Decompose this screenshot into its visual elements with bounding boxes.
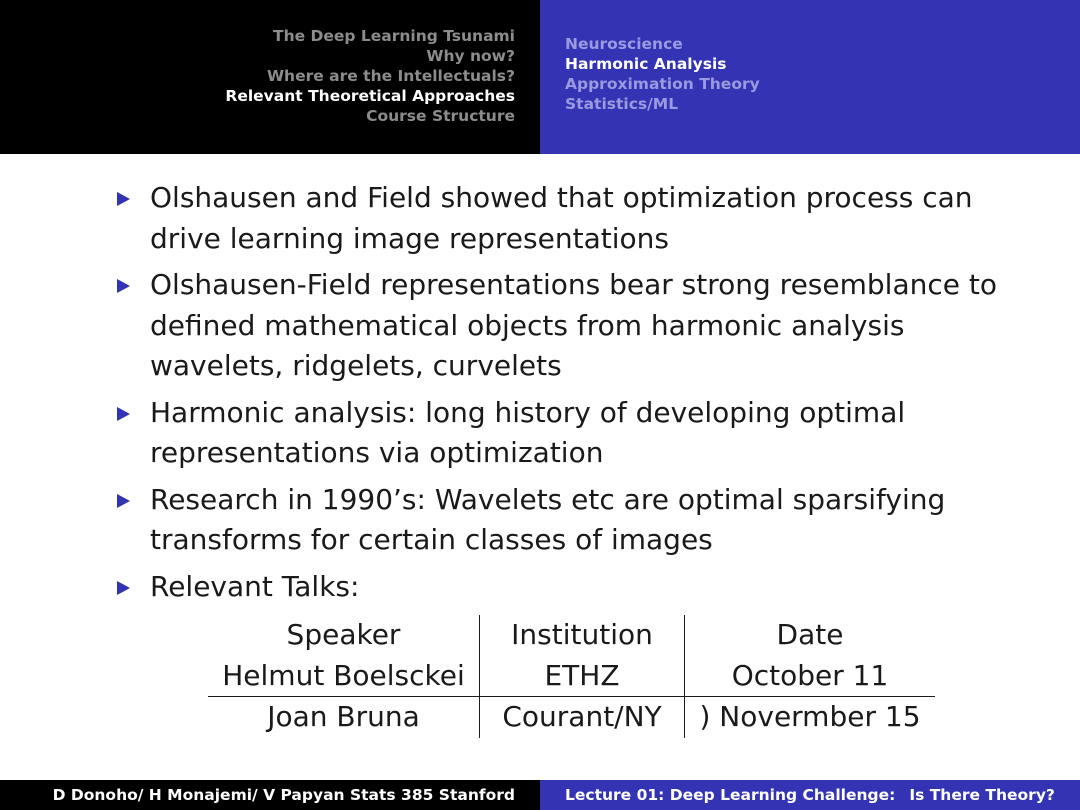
footer-lecture-title (540, 780, 1080, 810)
bullet-text-line: Olshausen and Field showed that optimization process can (150, 181, 973, 214)
talks-table (208, 615, 935, 738)
section-nav-item-theoretical-approaches[interactable]: Relevant Theoretical Approaches (225, 87, 515, 105)
bullet-text-line: Harmonic analysis: long history of developing optimal (150, 395, 906, 429)
bullet-text-line: drive learning image representations (150, 221, 669, 255)
bullet-text-line: Olshausen-Field representations bear strong resemblance to (150, 268, 997, 301)
column-header-institution: Institution (480, 615, 685, 656)
triangle-bullet-icon (117, 407, 130, 421)
section-nav-item-course-structure[interactable]: Course Structure (366, 107, 515, 125)
bullet-text-line: representations via optimization (150, 436, 604, 469)
cell-date: ) Novermber 15 (699, 700, 921, 733)
subsection-nav-item-approximation-theory[interactable]: Approximation Theory (565, 75, 760, 93)
cell-institution: ETHZ (480, 656, 685, 697)
subsection-nav-item-harmonic-analysis[interactable]: Harmonic Analysis (565, 55, 727, 73)
column-header-speaker: Speaker (208, 615, 480, 656)
triangle-bullet-icon (117, 279, 130, 293)
bullet-item (115, 567, 995, 608)
triangle-bullet-icon (117, 581, 130, 595)
cell-institution: Courant/NY (480, 697, 685, 738)
subsection-nav-item-statistics-ml[interactable]: Statistics/ML (565, 95, 679, 113)
bullet-item (115, 178, 995, 259)
bullet-list (115, 178, 995, 613)
footer-authors-text: D Donoho/ H Monajemi/ V Papyan Stats 385 Stanford (52, 786, 515, 804)
footer-authors (0, 780, 540, 810)
cell-speaker: Helmut Boelsckei (208, 656, 480, 697)
triangle-bullet-icon (117, 192, 130, 206)
cell-speaker: Joan Bruna (208, 697, 480, 738)
section-nav (225, 26, 515, 126)
subsection-nav (565, 34, 760, 114)
section-nav-item-deep-learning-tsunami[interactable]: The Deep Learning Tsunami (273, 27, 515, 45)
bullet-item (115, 265, 995, 387)
section-nav-item-intellectuals[interactable]: Where are the Intellectuals? (266, 67, 515, 85)
bullet-text-line: Relevant Talks: (150, 569, 360, 603)
column-header-date: Date (776, 618, 844, 651)
bullet-text-line: Research in 1990’s: Wavelets etc are optimal sparsifying (150, 482, 946, 516)
cell-date: October 11 (685, 656, 936, 697)
header-subsections-panel (540, 0, 1080, 154)
table-row (208, 656, 935, 697)
triangle-bullet-icon (117, 494, 130, 508)
bullet-item (115, 393, 995, 474)
footer-lecture-title-part: Lecture 01: Deep Learning Challenge: (565, 786, 896, 804)
bullet-item (115, 480, 995, 561)
section-nav-item-why-now[interactable]: Why now? (426, 47, 515, 65)
header-sections-panel (0, 0, 540, 154)
bullet-text-line: wavelets, ridgelets, curvelets (150, 349, 562, 382)
bullet-text-line: transforms for certain classes of images (150, 523, 713, 556)
footer-lecture-title-question: Is There Theory? (909, 786, 1055, 804)
table-header-row (208, 615, 935, 656)
subsection-nav-item-neuroscience[interactable]: Neuroscience (565, 35, 683, 53)
table-row (208, 697, 935, 738)
bullet-text-line: defined mathematical objects from harmonic analysis (150, 308, 905, 342)
